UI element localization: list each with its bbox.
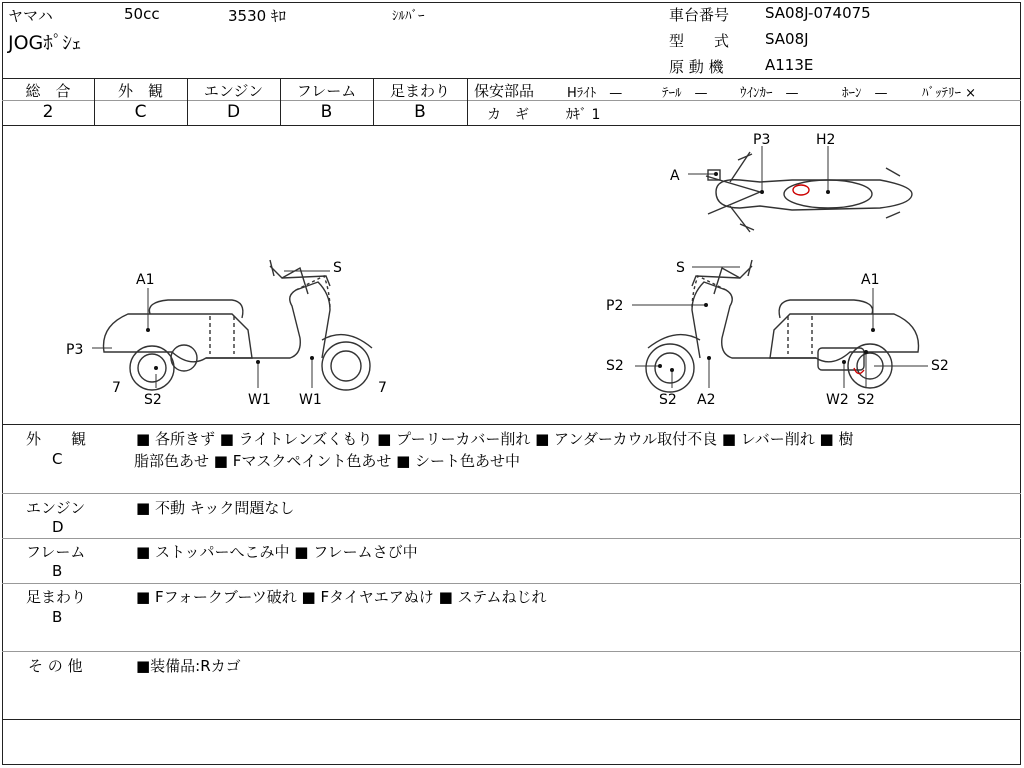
note-other-text: ■装備品:Rカゴ — [136, 657, 241, 675]
label-s2-right-d: S2 — [857, 392, 875, 408]
divider — [2, 493, 1021, 494]
note-other-label: そ の 他 — [28, 657, 83, 675]
grade-frame-label: フレーム — [296, 82, 357, 100]
note-suspension-grade: B — [52, 608, 63, 626]
engine-label: 原 動 機 — [669, 58, 724, 76]
grade-engine-label: エンジン — [203, 82, 264, 100]
label-p3-left: P3 — [66, 342, 84, 358]
engine-value: A113E — [765, 56, 814, 74]
divider — [2, 538, 1021, 539]
divider — [2, 78, 1021, 79]
label-s2-left: S2 — [144, 392, 162, 408]
marker-dots — [146, 172, 875, 372]
frame-no: SA08J-074075 — [765, 4, 871, 22]
grade-overall-label: 総 合 — [25, 82, 71, 100]
note-frame-grade: B — [52, 562, 63, 580]
key-label: カ ギ — [487, 107, 529, 123]
type-value: SA08J — [765, 30, 809, 48]
safety-battery: ﾊﾞｯﾃﾘｰ × — [922, 86, 977, 101]
divider — [2, 583, 1021, 584]
note-exterior-text-2: 脂部色あせ ■ Fマスクペイント色あせ ■ シート色あせ中 — [134, 452, 521, 470]
note-exterior-label: 外 観 — [26, 430, 87, 448]
label-s-right: S — [676, 260, 685, 276]
note-exterior-grade: C — [52, 450, 63, 468]
displacement: 50cc — [124, 5, 160, 23]
label-h2-top: H2 — [816, 132, 836, 148]
note-engine-grade: D — [52, 518, 64, 536]
frame-no-label: 車台番号 — [669, 6, 730, 24]
safety-winker: ｳｲﾝｶｰ — — [740, 86, 799, 101]
divider — [2, 424, 1021, 425]
damage-marks — [793, 185, 864, 374]
label-s-left: S — [333, 260, 342, 276]
label-p3-top: P3 — [753, 132, 771, 148]
scooter-diagram — [0, 126, 1024, 424]
divider — [2, 719, 1021, 720]
label-a2-right: A2 — [697, 392, 716, 408]
safety-horn: ﾎｰﾝ — — [842, 86, 888, 101]
grade-overall-value: 2 — [42, 102, 54, 122]
divider — [467, 78, 468, 125]
maker: ヤマハ — [8, 7, 53, 25]
label-a1-right: A1 — [861, 272, 880, 288]
model-name: JOGﾎﾟｼｪ — [8, 32, 82, 54]
note-suspension-label: 足まわり — [26, 588, 87, 606]
key-value: ｶｷﾞ 1 — [566, 107, 601, 123]
note-engine-label: エンジン — [26, 499, 86, 517]
label-7-right: 7 — [378, 380, 387, 396]
grade-suspension-value: B — [414, 102, 426, 122]
label-a1-left: A1 — [136, 272, 155, 288]
label-w1-left-b: W1 — [299, 392, 322, 408]
note-suspension-text: ■ Fフォークブーツ破れ ■ Fタイヤエアぬけ ■ ステムねじれ — [136, 588, 547, 606]
label-w1-left-a: W1 — [248, 392, 271, 408]
note-exterior-text: ■ 各所きず ■ ライトレンズくもり ■ プーリーカバー削れ ■ アンダーカウル取付不良 ■ レバー削れ ■ 樹 — [136, 430, 854, 448]
label-w2-right: W2 — [826, 392, 849, 408]
note-frame-label: フレーム — [26, 543, 86, 561]
label-s2-right-c: S2 — [659, 392, 677, 408]
grade-exterior-value: C — [134, 102, 147, 122]
grade-exterior-label: 外 観 — [117, 82, 163, 100]
grade-engine-value: D — [226, 102, 241, 122]
note-engine-text: ■ 不動 キック問題なし — [136, 499, 295, 517]
label-7-left: 7 — [112, 380, 121, 396]
mileage: 3530 ｷﾛ — [228, 7, 286, 25]
label-a-top: A — [670, 168, 680, 184]
grade-frame-value: B — [320, 102, 333, 122]
label-p2-right: P2 — [606, 298, 624, 314]
type-label: 型 式 — [669, 32, 730, 50]
divider — [2, 651, 1021, 652]
safety-headlight: Hﾗｲﾄ — — [567, 86, 623, 101]
safety-tail: ﾃｰﾙ — — [662, 86, 708, 101]
note-frame-text: ■ ストッパーへこみ中 ■ フレームさび中 — [136, 543, 418, 561]
color: ｼﾙﾊﾞｰ — [392, 9, 425, 24]
safety-label: 保安部品 — [474, 82, 535, 100]
grade-suspension-label: 足まわり — [389, 82, 450, 100]
label-s2-right-a: S2 — [606, 358, 624, 374]
label-s2-right-b: S2 — [931, 358, 949, 374]
